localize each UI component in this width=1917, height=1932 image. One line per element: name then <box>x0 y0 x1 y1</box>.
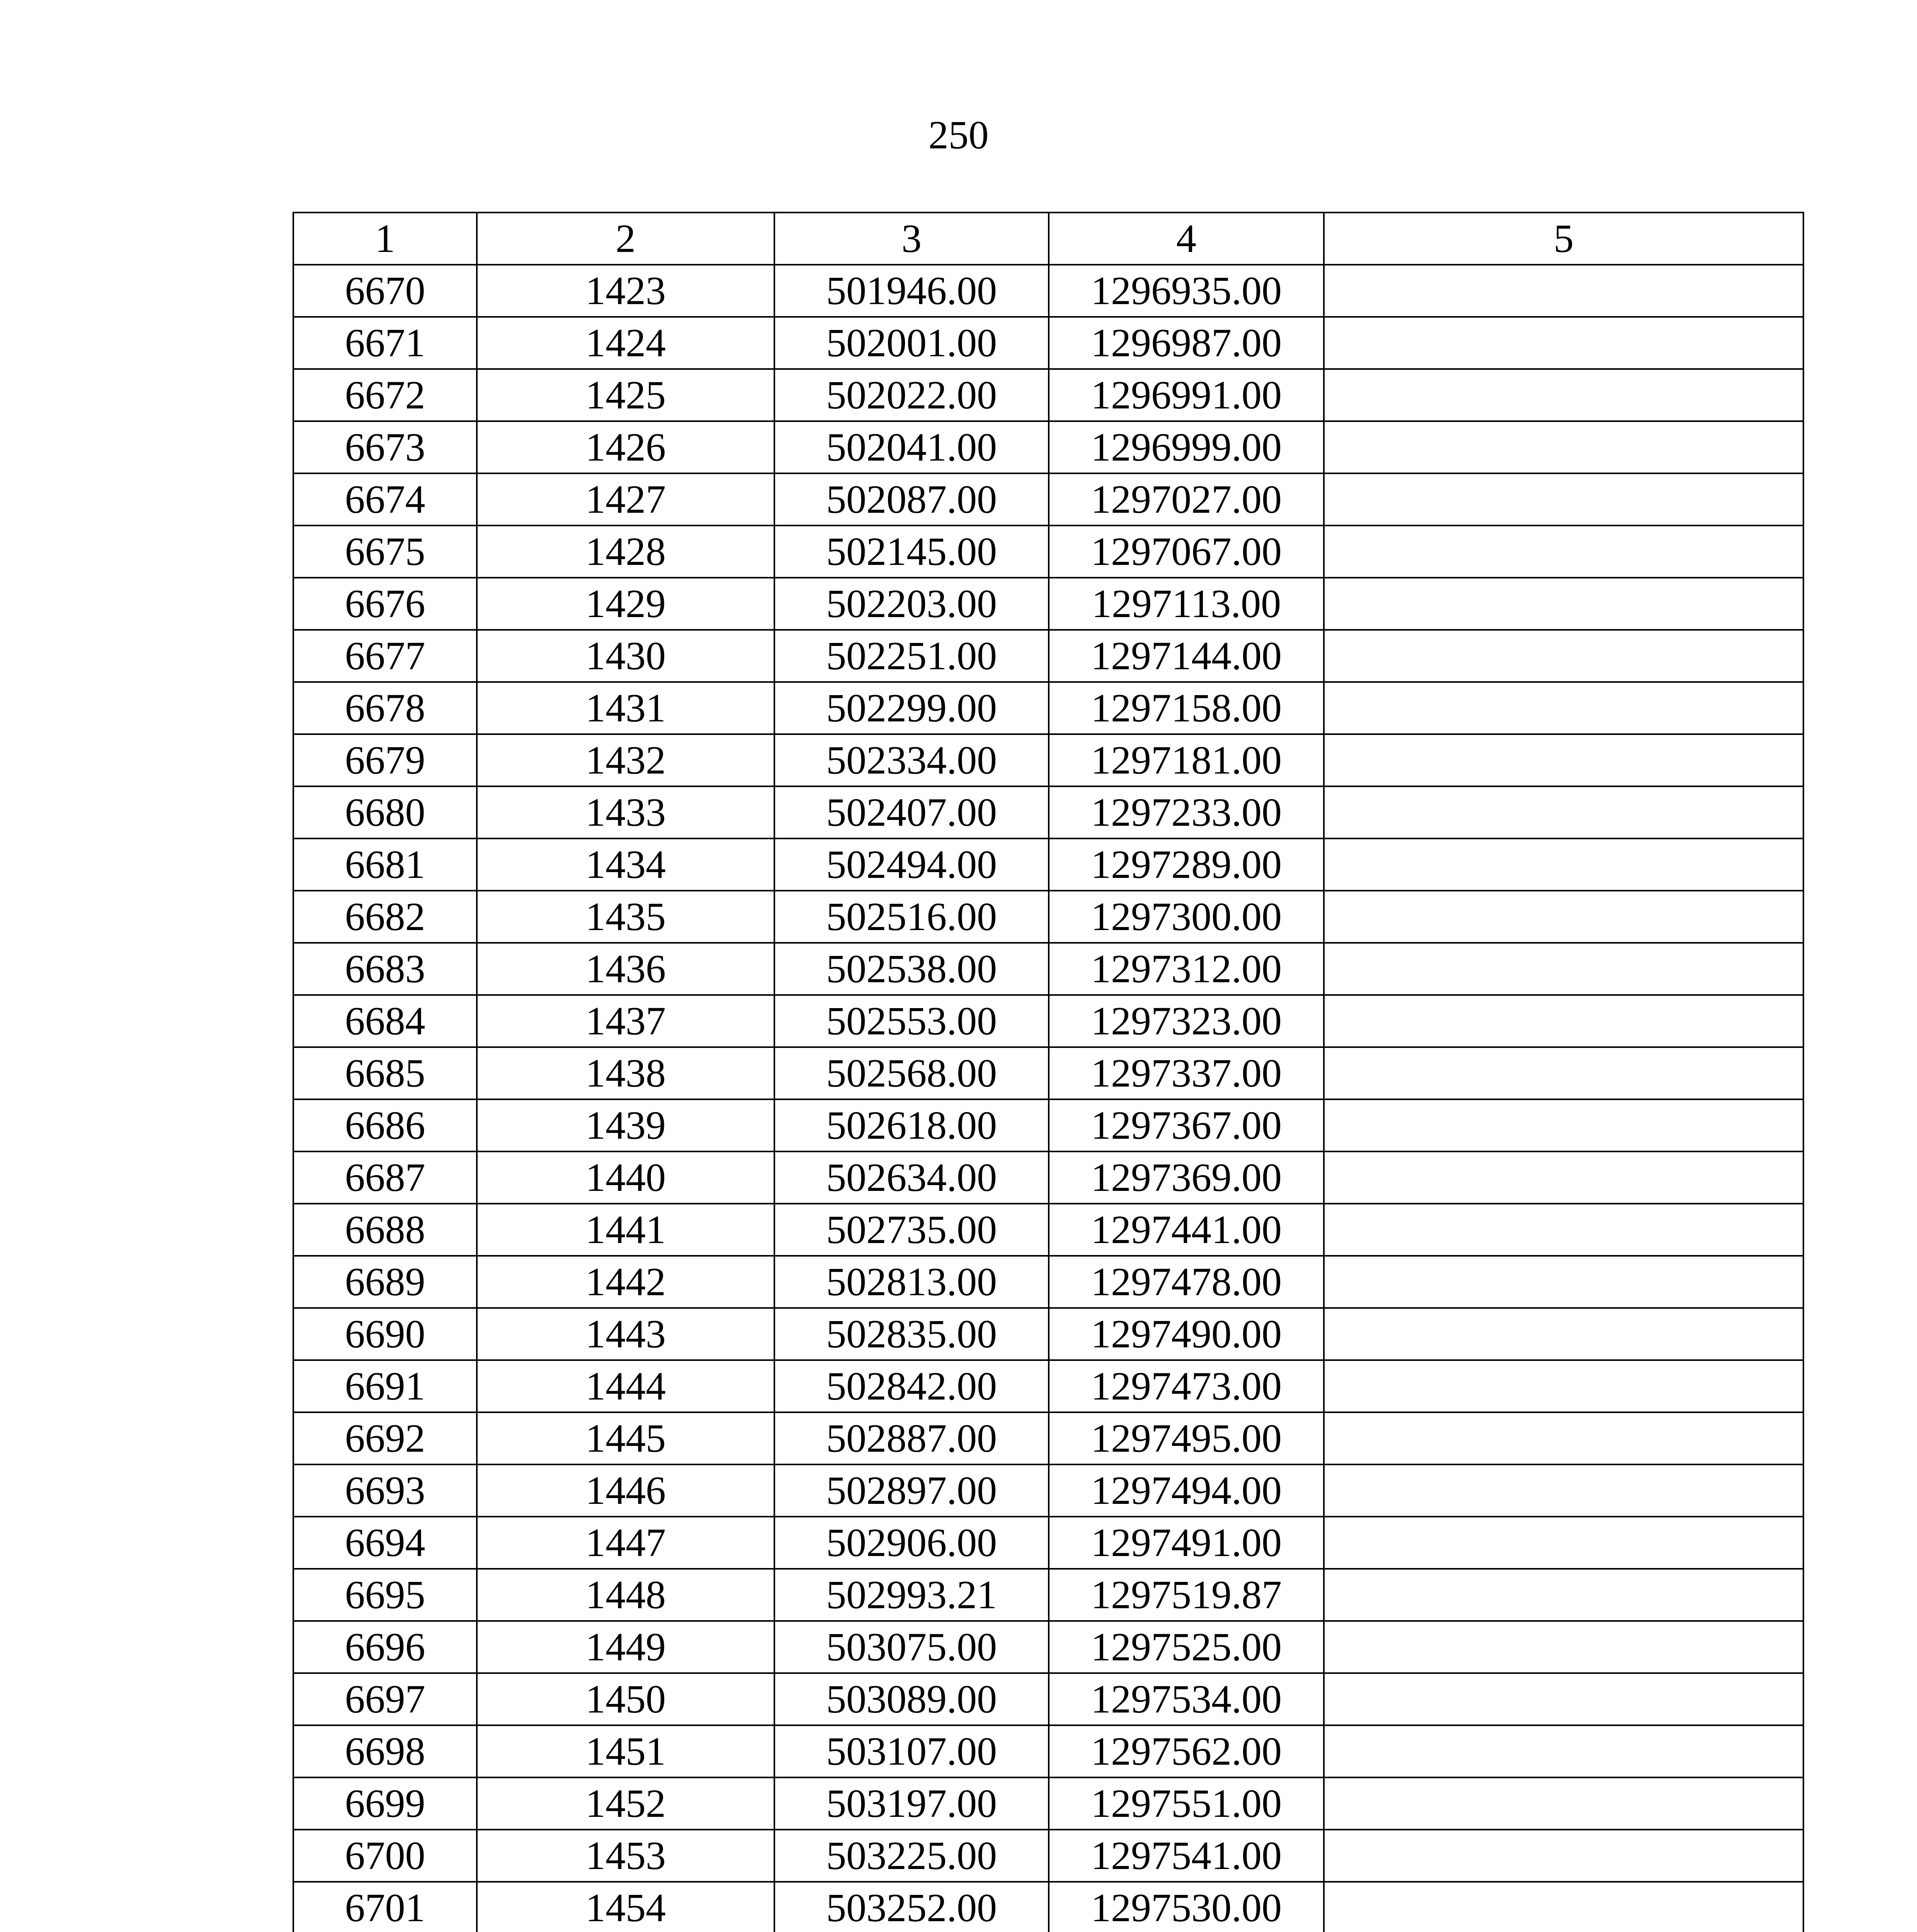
table-row <box>293 891 1803 943</box>
table-cell: 1432 <box>477 734 774 786</box>
table-row <box>293 1308 1803 1360</box>
table-cell <box>1324 1047 1803 1099</box>
table-cell: 502203.00 <box>774 578 1049 630</box>
table-cell: 1439 <box>477 1099 774 1151</box>
table-cell: 1448 <box>477 1569 774 1621</box>
table-cell <box>1324 630 1803 682</box>
table-cell: 1435 <box>477 891 774 943</box>
table-cell <box>1324 1882 1803 1932</box>
table-row <box>293 317 1803 369</box>
table-cell: 502334.00 <box>774 734 1049 786</box>
table-row <box>293 1204 1803 1256</box>
table-cell <box>1324 369 1803 421</box>
table-cell: 1423 <box>477 265 774 317</box>
table-cell: 1297113.00 <box>1049 578 1324 630</box>
table-cell <box>1324 1517 1803 1569</box>
table-cell: 1297233.00 <box>1049 786 1324 838</box>
table-cell: 502251.00 <box>774 630 1049 682</box>
table-cell: 1297495.00 <box>1049 1412 1324 1464</box>
table-body <box>293 265 1803 1932</box>
table-cell: 502887.00 <box>774 1412 1049 1464</box>
table-cell: 501946.00 <box>774 265 1049 317</box>
table-cell: 1447 <box>477 1517 774 1569</box>
table-row <box>293 1569 1803 1621</box>
table-cell: 6693 <box>293 1464 477 1517</box>
table-cell: 502299.00 <box>774 682 1049 734</box>
table-cell: 1296999.00 <box>1049 421 1324 473</box>
table-cell: 502835.00 <box>774 1308 1049 1360</box>
header-row <box>293 213 1803 265</box>
table-cell: 502897.00 <box>774 1464 1049 1517</box>
table-cell: 6698 <box>293 1725 477 1777</box>
table-row <box>293 1464 1803 1517</box>
table-row <box>293 421 1803 473</box>
table-cell: 6695 <box>293 1569 477 1621</box>
table-cell: 1296987.00 <box>1049 317 1324 369</box>
table-cell: 1297300.00 <box>1049 891 1324 943</box>
table-cell <box>1324 891 1803 943</box>
table-cell: 1453 <box>477 1830 774 1882</box>
table-cell <box>1324 1673 1803 1725</box>
table-cell: 1427 <box>477 473 774 526</box>
table-cell <box>1324 1204 1803 1256</box>
table-cell: 502568.00 <box>774 1047 1049 1099</box>
table-cell: 1297490.00 <box>1049 1308 1324 1360</box>
table-row <box>293 734 1803 786</box>
table-row <box>293 682 1803 734</box>
table-cell: 1450 <box>477 1673 774 1725</box>
table-cell: 502407.00 <box>774 786 1049 838</box>
table-row <box>293 1360 1803 1412</box>
table-cell: 1297289.00 <box>1049 838 1324 891</box>
table-cell: 1440 <box>477 1151 774 1204</box>
table-cell: 503075.00 <box>774 1621 1049 1673</box>
table-cell: 1297541.00 <box>1049 1830 1324 1882</box>
table-cell: 6692 <box>293 1412 477 1464</box>
table-cell: 1297027.00 <box>1049 473 1324 526</box>
table-cell: 1297144.00 <box>1049 630 1324 682</box>
table-row <box>293 1621 1803 1673</box>
table-cell: 1297519.87 <box>1049 1569 1324 1621</box>
table-cell: 1297534.00 <box>1049 1673 1324 1725</box>
table-cell: 502145.00 <box>774 526 1049 578</box>
table-cell: 1297494.00 <box>1049 1464 1324 1517</box>
table-cell: 1297369.00 <box>1049 1151 1324 1204</box>
table-row <box>293 943 1803 995</box>
table-cell: 1297478.00 <box>1049 1256 1324 1308</box>
table-cell <box>1324 1464 1803 1517</box>
table-cell: 503107.00 <box>774 1725 1049 1777</box>
table-cell: 6700 <box>293 1830 477 1882</box>
table-cell: 1449 <box>477 1621 774 1673</box>
table-row <box>293 630 1803 682</box>
table-cell <box>1324 682 1803 734</box>
table-cell: 6679 <box>293 734 477 786</box>
table-cell: 1442 <box>477 1256 774 1308</box>
table-cell: 1429 <box>477 578 774 630</box>
table-cell: 6674 <box>293 473 477 526</box>
table-cell: 1441 <box>477 1204 774 1256</box>
table-cell: 1297367.00 <box>1049 1099 1324 1151</box>
table-cell: 6697 <box>293 1673 477 1725</box>
table-cell <box>1324 786 1803 838</box>
table-cell: 6687 <box>293 1151 477 1204</box>
table-cell: 1424 <box>477 317 774 369</box>
table-cell: 502087.00 <box>774 473 1049 526</box>
table-cell: 1433 <box>477 786 774 838</box>
table-cell: 1297337.00 <box>1049 1047 1324 1099</box>
table-cell: 502906.00 <box>774 1517 1049 1569</box>
table-cell: 502494.00 <box>774 838 1049 891</box>
table-cell: 1297067.00 <box>1049 526 1324 578</box>
table-cell: 1297323.00 <box>1049 995 1324 1047</box>
table-cell: 1297441.00 <box>1049 1204 1324 1256</box>
table-row <box>293 1673 1803 1725</box>
table-cell: 6677 <box>293 630 477 682</box>
table-cell: 1436 <box>477 943 774 995</box>
table-cell: 502842.00 <box>774 1360 1049 1412</box>
table-cell: 503252.00 <box>774 1882 1049 1932</box>
table-cell: 1428 <box>477 526 774 578</box>
table-cell: 502001.00 <box>774 317 1049 369</box>
table-cell: 1297181.00 <box>1049 734 1324 786</box>
table-cell: 1297473.00 <box>1049 1360 1324 1412</box>
table-cell: 1431 <box>477 682 774 734</box>
column-header: 3 <box>774 213 1049 265</box>
table-row <box>293 1517 1803 1569</box>
table-cell: 502813.00 <box>774 1256 1049 1308</box>
table-cell <box>1324 943 1803 995</box>
table-cell <box>1324 838 1803 891</box>
table-cell: 1297312.00 <box>1049 943 1324 995</box>
table-cell: 6701 <box>293 1882 477 1932</box>
table-cell <box>1324 1360 1803 1412</box>
table-cell <box>1324 473 1803 526</box>
table-cell: 6682 <box>293 891 477 943</box>
table-cell: 6685 <box>293 1047 477 1099</box>
table-cell <box>1324 995 1803 1047</box>
table-cell: 502553.00 <box>774 995 1049 1047</box>
table-cell: 1438 <box>477 1047 774 1099</box>
table-cell: 502993.21 <box>774 1569 1049 1621</box>
table-cell: 1426 <box>477 421 774 473</box>
table-cell <box>1324 1099 1803 1151</box>
table-cell: 1446 <box>477 1464 774 1517</box>
table-cell <box>1324 1621 1803 1673</box>
table-row <box>293 1047 1803 1099</box>
table-cell <box>1324 1569 1803 1621</box>
table-row <box>293 1099 1803 1151</box>
table-cell: 1445 <box>477 1412 774 1464</box>
table-cell: 503197.00 <box>774 1777 1049 1830</box>
table-cell: 6690 <box>293 1308 477 1360</box>
table-cell: 1297530.00 <box>1049 1882 1324 1932</box>
table-cell: 6688 <box>293 1204 477 1256</box>
table-cell: 503089.00 <box>774 1673 1049 1725</box>
table-cell <box>1324 526 1803 578</box>
column-header: 4 <box>1049 213 1324 265</box>
table-cell: 6670 <box>293 265 477 317</box>
column-header: 2 <box>477 213 774 265</box>
table-row <box>293 578 1803 630</box>
table-cell: 6689 <box>293 1256 477 1308</box>
table-cell: 6681 <box>293 838 477 891</box>
table-cell: 502041.00 <box>774 421 1049 473</box>
table-cell: 1297158.00 <box>1049 682 1324 734</box>
table-cell: 6694 <box>293 1517 477 1569</box>
table-cell: 502022.00 <box>774 369 1049 421</box>
table-cell: 6684 <box>293 995 477 1047</box>
table-cell: 1454 <box>477 1882 774 1932</box>
table-cell <box>1324 1777 1803 1830</box>
table-row <box>293 1256 1803 1308</box>
table-cell <box>1324 1256 1803 1308</box>
table-cell <box>1324 265 1803 317</box>
table-cell: 6672 <box>293 369 477 421</box>
table-row <box>293 786 1803 838</box>
table-cell: 1297525.00 <box>1049 1621 1324 1673</box>
table-cell: 1434 <box>477 838 774 891</box>
table-cell <box>1324 1151 1803 1204</box>
column-header: 5 <box>1324 213 1803 265</box>
table-cell <box>1324 317 1803 369</box>
table-row <box>293 838 1803 891</box>
table-cell: 502618.00 <box>774 1099 1049 1151</box>
table-cell: 1297491.00 <box>1049 1517 1324 1569</box>
table-cell: 6671 <box>293 317 477 369</box>
table-cell: 6678 <box>293 682 477 734</box>
table-cell <box>1324 1725 1803 1777</box>
table-cell: 502538.00 <box>774 943 1049 995</box>
table-cell: 1296935.00 <box>1049 265 1324 317</box>
table-cell: 6675 <box>293 526 477 578</box>
table-cell: 1451 <box>477 1725 774 1777</box>
table-cell <box>1324 578 1803 630</box>
table-cell: 1437 <box>477 995 774 1047</box>
coordinates-table <box>293 212 1804 1932</box>
table-cell: 502634.00 <box>774 1151 1049 1204</box>
table-cell: 1443 <box>477 1308 774 1360</box>
table-cell: 1430 <box>477 630 774 682</box>
table-cell: 502735.00 <box>774 1204 1049 1256</box>
table-row <box>293 1151 1803 1204</box>
table-cell: 1452 <box>477 1777 774 1830</box>
table-row <box>293 473 1803 526</box>
table-cell: 1425 <box>477 369 774 421</box>
column-header: 1 <box>293 213 477 265</box>
table-cell: 1297551.00 <box>1049 1777 1324 1830</box>
table-cell: 6680 <box>293 786 477 838</box>
table-row <box>293 526 1803 578</box>
table-row <box>293 1882 1803 1932</box>
table-cell <box>1324 421 1803 473</box>
table-cell: 6696 <box>293 1621 477 1673</box>
table-header <box>293 213 1803 265</box>
table-cell <box>1324 1412 1803 1464</box>
table-row <box>293 1777 1803 1830</box>
table-cell: 503225.00 <box>774 1830 1049 1882</box>
table-cell: 6691 <box>293 1360 477 1412</box>
page-number: 250 <box>928 113 989 157</box>
table-row <box>293 1725 1803 1777</box>
table-row <box>293 995 1803 1047</box>
table-cell: 502516.00 <box>774 891 1049 943</box>
table-cell <box>1324 734 1803 786</box>
table-cell: 6676 <box>293 578 477 630</box>
table-cell <box>1324 1830 1803 1882</box>
table-row <box>293 265 1803 317</box>
table-row <box>293 1412 1803 1464</box>
table-cell: 1444 <box>477 1360 774 1412</box>
table-cell <box>1324 1308 1803 1360</box>
table-cell: 6673 <box>293 421 477 473</box>
table-cell: 1296991.00 <box>1049 369 1324 421</box>
table-cell: 6683 <box>293 943 477 995</box>
table-cell: 6686 <box>293 1099 477 1151</box>
table-cell: 1297562.00 <box>1049 1725 1324 1777</box>
table-row <box>293 1830 1803 1882</box>
table-row <box>293 369 1803 421</box>
table-cell: 6699 <box>293 1777 477 1830</box>
